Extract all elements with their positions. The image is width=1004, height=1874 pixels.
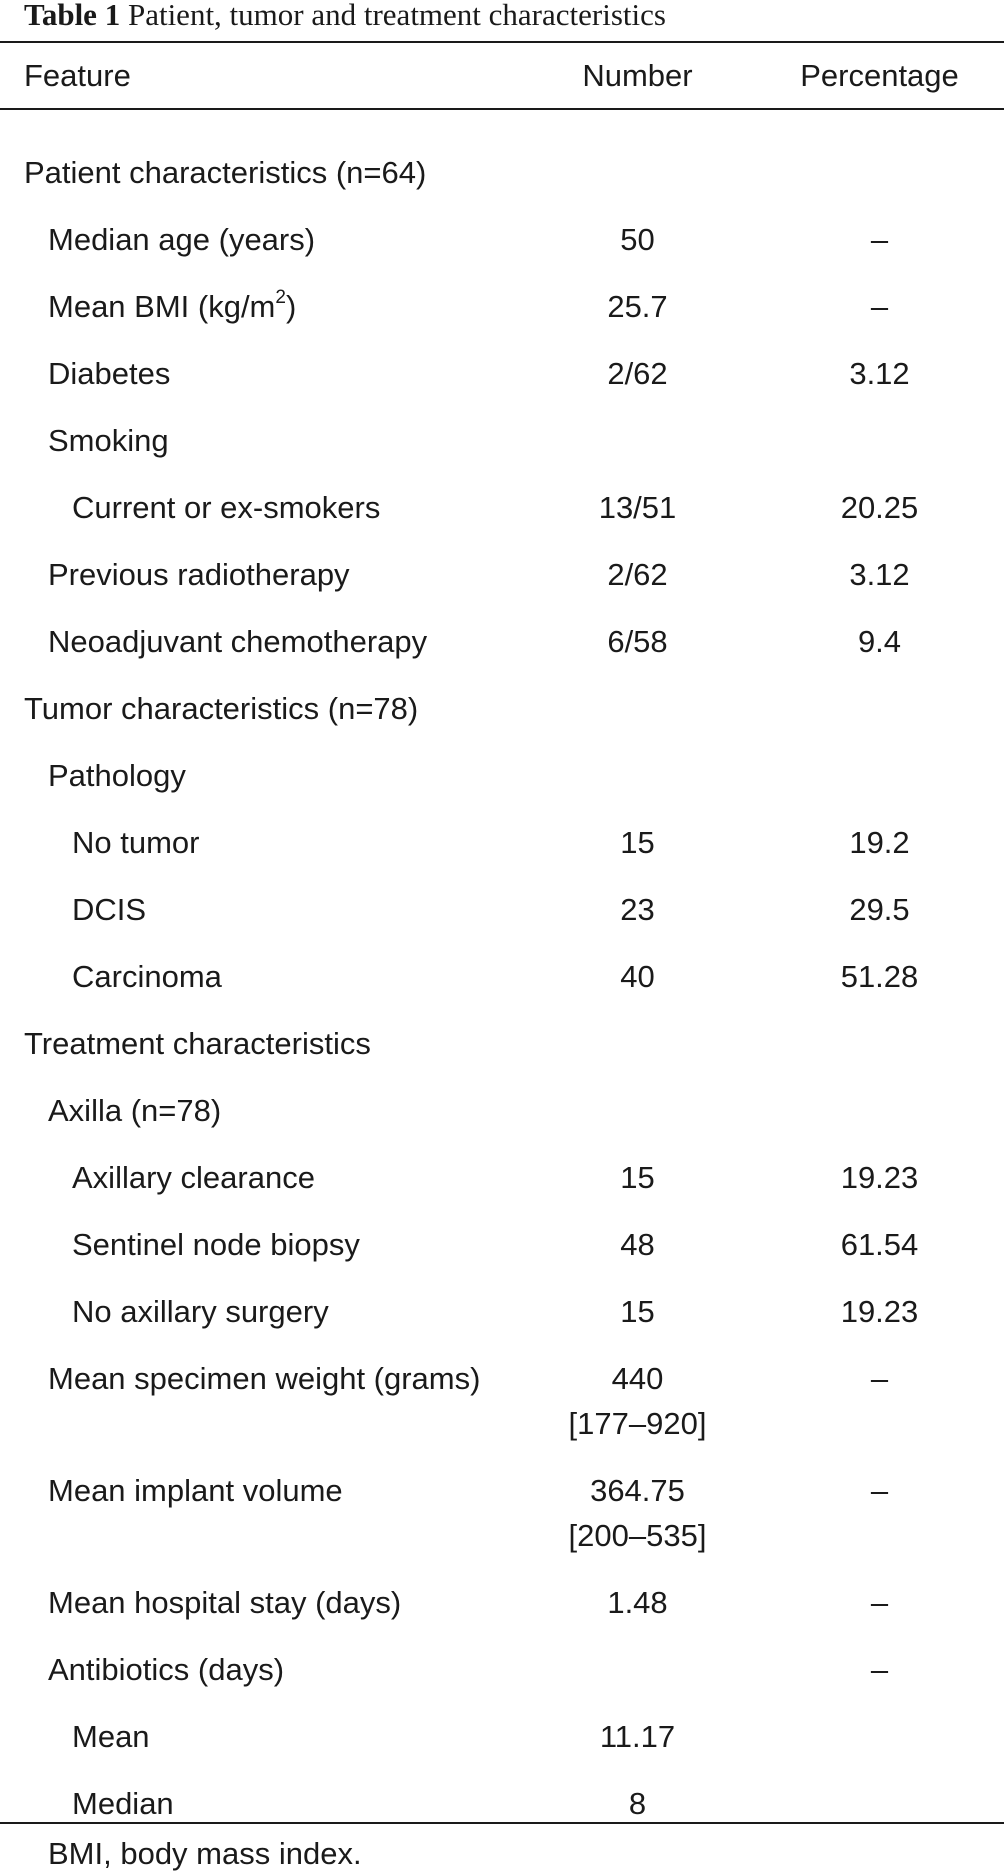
- feature-cell: [0, 675, 520, 742]
- table-row: [0, 876, 1004, 943]
- table-row: [0, 273, 1004, 340]
- number-cell: [520, 407, 755, 474]
- number-value: 40: [620, 959, 655, 994]
- feature-cell: [0, 1345, 520, 1457]
- feature-cell: [0, 1278, 520, 1345]
- number-value: 440: [611, 1361, 664, 1396]
- percentage-cell: 19.2: [849, 825, 910, 860]
- feature-label: Diabetes: [48, 356, 171, 391]
- number-cell: [520, 876, 755, 943]
- number-value: 23: [620, 892, 655, 927]
- number-cell: [520, 340, 755, 407]
- number-cell: [520, 742, 755, 809]
- header-row: [0, 42, 1004, 109]
- number-cell: [520, 139, 755, 206]
- table-row: [0, 1457, 1004, 1569]
- feature-cell: [0, 742, 520, 809]
- percentage-cell: –: [870, 222, 889, 257]
- table-spacer: [0, 109, 1004, 139]
- percentage-cell: –: [870, 1585, 889, 1620]
- number-cell: [520, 1211, 755, 1278]
- feature-label: Neoadjuvant chemotherapy: [48, 624, 428, 659]
- number-cell: [520, 1703, 755, 1770]
- percentage-cell: –: [870, 1473, 889, 1508]
- column-header-percentage: Percentage: [800, 58, 959, 93]
- percentage-cell: –: [870, 1652, 889, 1687]
- number-value: 13/51: [598, 490, 677, 525]
- table-row: [0, 608, 1004, 675]
- table-row: [0, 809, 1004, 876]
- table-row: [0, 474, 1004, 541]
- feature-cell: [0, 876, 520, 943]
- percentage-cell: 3.12: [849, 557, 910, 592]
- table-row: [0, 139, 1004, 206]
- table-caption-label: Table 1: [24, 0, 121, 32]
- percentage-cell: 3.12: [849, 356, 910, 391]
- percentage-cell: 61.54: [840, 1227, 919, 1262]
- feature-cell: [0, 1010, 520, 1077]
- number-value: 15: [620, 1160, 655, 1195]
- feature-label: Median age (years): [48, 222, 316, 257]
- feature-cell: [0, 1636, 520, 1703]
- number-value: 11.17: [599, 1719, 676, 1754]
- percentage-cell: –: [870, 289, 889, 324]
- percentage-cell: –: [870, 1361, 889, 1396]
- table-row: [0, 1144, 1004, 1211]
- table-row: [0, 206, 1004, 273]
- number-value: 48: [620, 1227, 655, 1262]
- feature-cell: [0, 943, 520, 1010]
- percentage-cell: [755, 742, 1004, 809]
- table-row: [0, 675, 1004, 742]
- number-value: 2/62: [607, 557, 668, 592]
- number-cell: [520, 1345, 755, 1457]
- number-cell: [520, 943, 755, 1010]
- table-row: [0, 943, 1004, 1010]
- feature-label: Tumor characteristics (n=78): [24, 691, 419, 726]
- number-value: 1.48: [607, 1585, 668, 1620]
- feature-label: Mean hospital stay (days): [48, 1585, 402, 1620]
- feature-label: Median: [72, 1786, 174, 1821]
- percentage-cell: 29.5: [849, 892, 910, 927]
- feature-cell: [0, 474, 520, 541]
- feature-cell: [0, 1077, 520, 1144]
- number-cell: [520, 1569, 755, 1636]
- number-value: 364.75: [590, 1473, 685, 1508]
- feature-label: Smoking: [48, 423, 169, 458]
- table-body: [0, 109, 1004, 1837]
- feature-label: Mean BMI (kg/m: [48, 289, 276, 324]
- number-cell: [520, 1278, 755, 1345]
- number-cell: [520, 1010, 755, 1077]
- table-footnote: BMI, body mass index.: [48, 1836, 362, 1871]
- feature-cell: [0, 541, 520, 608]
- percentage-cell: 20.25: [840, 490, 919, 525]
- percentage-cell: [755, 1077, 1004, 1144]
- table-row: [0, 541, 1004, 608]
- feature-label: Antibiotics (days): [48, 1652, 285, 1687]
- feature-cell: [0, 608, 520, 675]
- table-header: [0, 42, 1004, 109]
- feature-label: Mean specimen weight (grams): [48, 1361, 481, 1396]
- table-row: [0, 742, 1004, 809]
- number-value: 50: [620, 222, 655, 257]
- table-row: [0, 1703, 1004, 1770]
- table-row: [0, 1278, 1004, 1345]
- number-cell: [520, 675, 755, 742]
- column-header-feature: Feature: [24, 58, 131, 93]
- feature-label: Carcinoma: [72, 959, 222, 994]
- percentage-cell: [755, 1703, 1004, 1770]
- number-value: 2/62: [607, 356, 668, 391]
- feature-cell: [0, 809, 520, 876]
- column-header-number: Number: [582, 58, 693, 93]
- feature-label: No axillary surgery: [72, 1294, 329, 1329]
- feature-label: Mean implant volume: [48, 1473, 343, 1508]
- feature-label: No tumor: [72, 825, 200, 860]
- feature-superscript: 2: [275, 287, 286, 308]
- bottom-rule: [0, 1822, 1004, 1824]
- feature-cell: [0, 407, 520, 474]
- number-cell: [520, 273, 755, 340]
- table-row: [0, 340, 1004, 407]
- characteristics-table: [0, 42, 1004, 1837]
- number-range: [177–920]: [568, 1406, 707, 1441]
- feature-label: Treatment characteristics: [24, 1026, 371, 1061]
- number-cell: [520, 541, 755, 608]
- number-cell: [520, 1457, 755, 1569]
- percentage-cell: 51.28: [840, 959, 919, 994]
- table-row: [0, 1010, 1004, 1077]
- table-row: [0, 1077, 1004, 1144]
- percentage-cell: 19.23: [840, 1294, 919, 1329]
- percentage-cell: [755, 139, 1004, 206]
- feature-cell: [0, 1144, 520, 1211]
- number-cell: [520, 608, 755, 675]
- feature-cell: [0, 273, 520, 340]
- table-caption: [24, 0, 666, 36]
- table-row: [0, 1569, 1004, 1636]
- feature-label: Axilla (n=78): [48, 1093, 222, 1128]
- table-row: [0, 407, 1004, 474]
- number-cell: [520, 206, 755, 273]
- number-value: 6/58: [607, 624, 668, 659]
- percentage-cell: [755, 1770, 1004, 1837]
- feature-cell: [0, 1569, 520, 1636]
- feature-suffix: ): [285, 289, 297, 324]
- table-row: [0, 1636, 1004, 1703]
- feature-cell: [0, 340, 520, 407]
- number-value: 15: [620, 1294, 655, 1329]
- feature-cell: [0, 1457, 520, 1569]
- percentage-cell: 9.4: [857, 624, 902, 659]
- number-cell: [520, 1077, 755, 1144]
- feature-cell: [0, 1211, 520, 1278]
- feature-cell: [0, 1703, 520, 1770]
- percentage-cell: [755, 1010, 1004, 1077]
- percentage-cell: 19.23: [840, 1160, 919, 1195]
- number-range: [200–535]: [568, 1518, 707, 1553]
- feature-cell: [0, 1770, 520, 1837]
- feature-cell: [0, 206, 520, 273]
- number-cell: [520, 474, 755, 541]
- number-value: 25.7: [607, 289, 668, 324]
- feature-cell: [0, 139, 520, 206]
- percentage-cell: [755, 675, 1004, 742]
- feature-label: DCIS: [72, 892, 147, 927]
- feature-label: Patient characteristics (n=64): [24, 155, 427, 190]
- feature-label: Current or ex-smokers: [72, 490, 381, 525]
- percentage-cell: [755, 407, 1004, 474]
- feature-label: Pathology: [48, 758, 186, 793]
- feature-label: Axillary clearance: [72, 1160, 315, 1195]
- number-cell: [520, 809, 755, 876]
- table-row: [0, 1211, 1004, 1278]
- feature-label: Sentinel node biopsy: [72, 1227, 360, 1262]
- number-cell: [520, 1770, 755, 1837]
- table-row: [0, 1345, 1004, 1457]
- feature-label: Previous radiotherapy: [48, 557, 350, 592]
- table-row: [0, 1770, 1004, 1837]
- feature-label: Mean: [72, 1719, 150, 1754]
- number-cell: [520, 1636, 755, 1703]
- table-caption-title: Patient, tumor and treatment characteristics: [127, 0, 666, 32]
- number-value: 15: [620, 825, 655, 860]
- number-cell: [520, 1144, 755, 1211]
- number-value: 8: [628, 1786, 647, 1821]
